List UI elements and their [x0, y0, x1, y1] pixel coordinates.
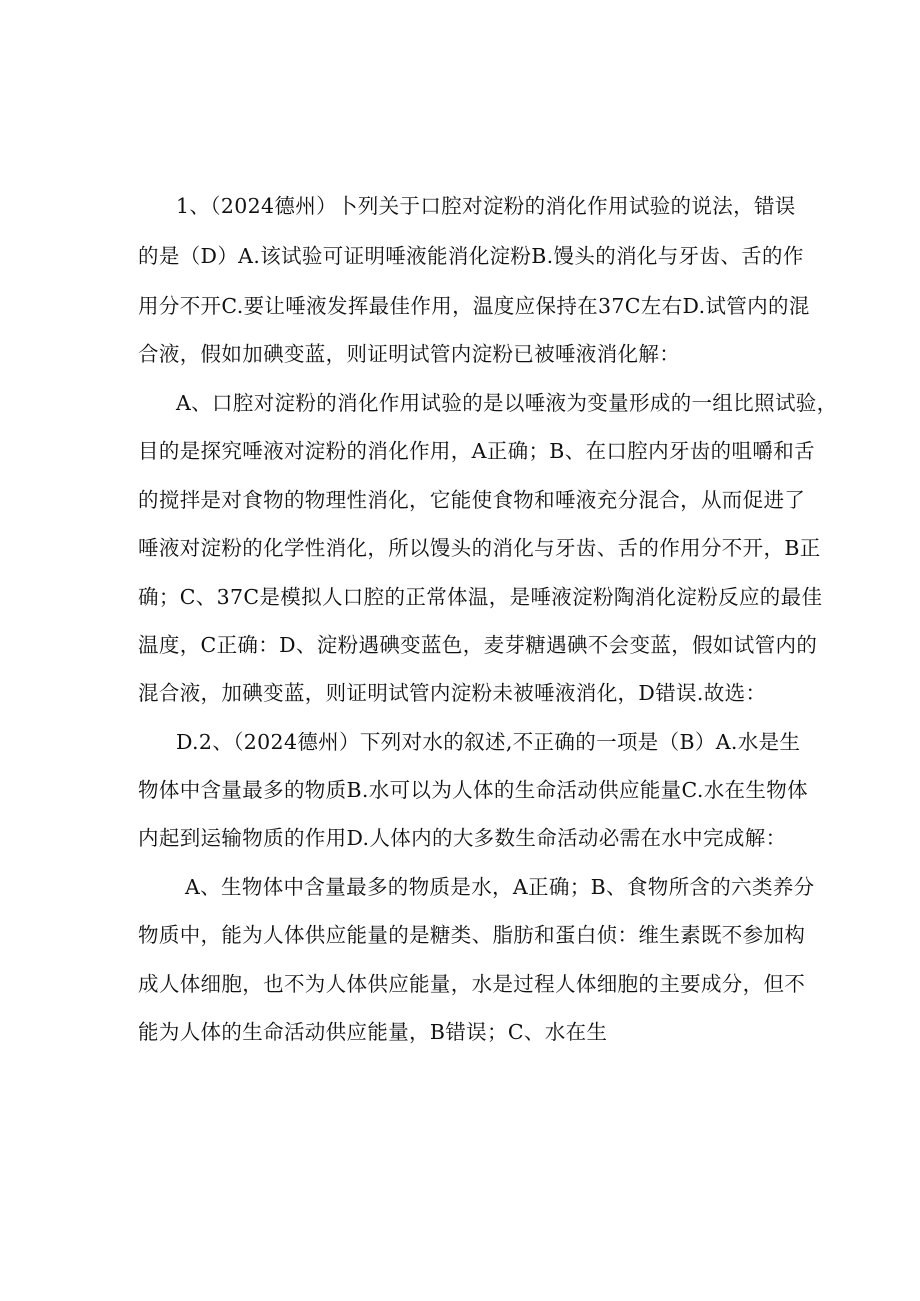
answer-1-line-7: 混合液，加碘变蓝，则证明试管内淀粉未被唾液消化，D错误.故选：: [138, 681, 767, 705]
answer-1-line-3: 的搅拌是对食物的物理性消化，它能使食物和唾液充分混合，从而促进了: [138, 488, 806, 512]
answer-1-line-1: A、口腔对淀粉的消化作用试验的是以唾液为变量形成的一组比照试验，: [176, 391, 838, 415]
question-2-line-3: 内起到运输物质的作用D.人体内的大多数生命活动必需在水中完成解：: [138, 826, 787, 850]
answer-2-line-1: A、生物体中含量最多的物质是水，A正确；B、食物所含的六类养分: [185, 875, 815, 899]
question-2-line-2: 物体中含量最多的物质B.水可以为人体的生命活动供应能量C.水在生物体: [138, 778, 808, 802]
question-2-line-1: D.2、（2024德州）下列对水的叙述,不正确的一项是（B）A.水是生: [176, 730, 801, 754]
answer-2-line-3: 成人体细胞，也不为人体供应能量，水是过程人体细胞的主要成分，但不: [138, 972, 806, 996]
question-1-line-2: 的是（D）A.该试验可证明唾液能消化淀粉B.馒头的消化与牙齿、舌的作: [138, 244, 804, 268]
question-1-line-4: 合液，假如加碘变蓝，则证明试管内淀粉已被唾液消化解：: [138, 342, 681, 366]
question-1-line-3: 用分不开C.要让唾液发挥最佳作用，温度应保持在37C左右D.试管内的混: [138, 294, 810, 318]
answer-1-line-4: 唾液对淀粉的化学性消化，所以馒头的消化与牙齿、舌的作用分不开，B正: [138, 536, 821, 560]
answer-2-line-2: 物质中，能为人体供应能量的是糖类、脂肪和蛋白侦：维生素既不参加构: [138, 923, 806, 947]
answer-1-line-5: 确；C、37C是模拟人口腔的正常体温，是唾液淀粉陶消化淀粉反应的最佳: [138, 585, 823, 609]
question-1-line-1: 1、（2024德州）卜列关于口腔对淀粉的消化作用试验的说法，错误: [176, 194, 796, 218]
answer-2-line-4: 能为人体的生命活动供应能量，B错误；C、水在生: [138, 1020, 608, 1044]
answer-1-line-2: 目的是探究唾液对淀粉的消化作用，A正确；B、在口腔内牙齿的咀嚼和舌: [138, 439, 815, 463]
answer-1-line-6: 温度，C正确：D、淀粉遇碘变蓝色，麦芽糖遇碘不会变蓝，假如试管内的: [138, 633, 818, 657]
